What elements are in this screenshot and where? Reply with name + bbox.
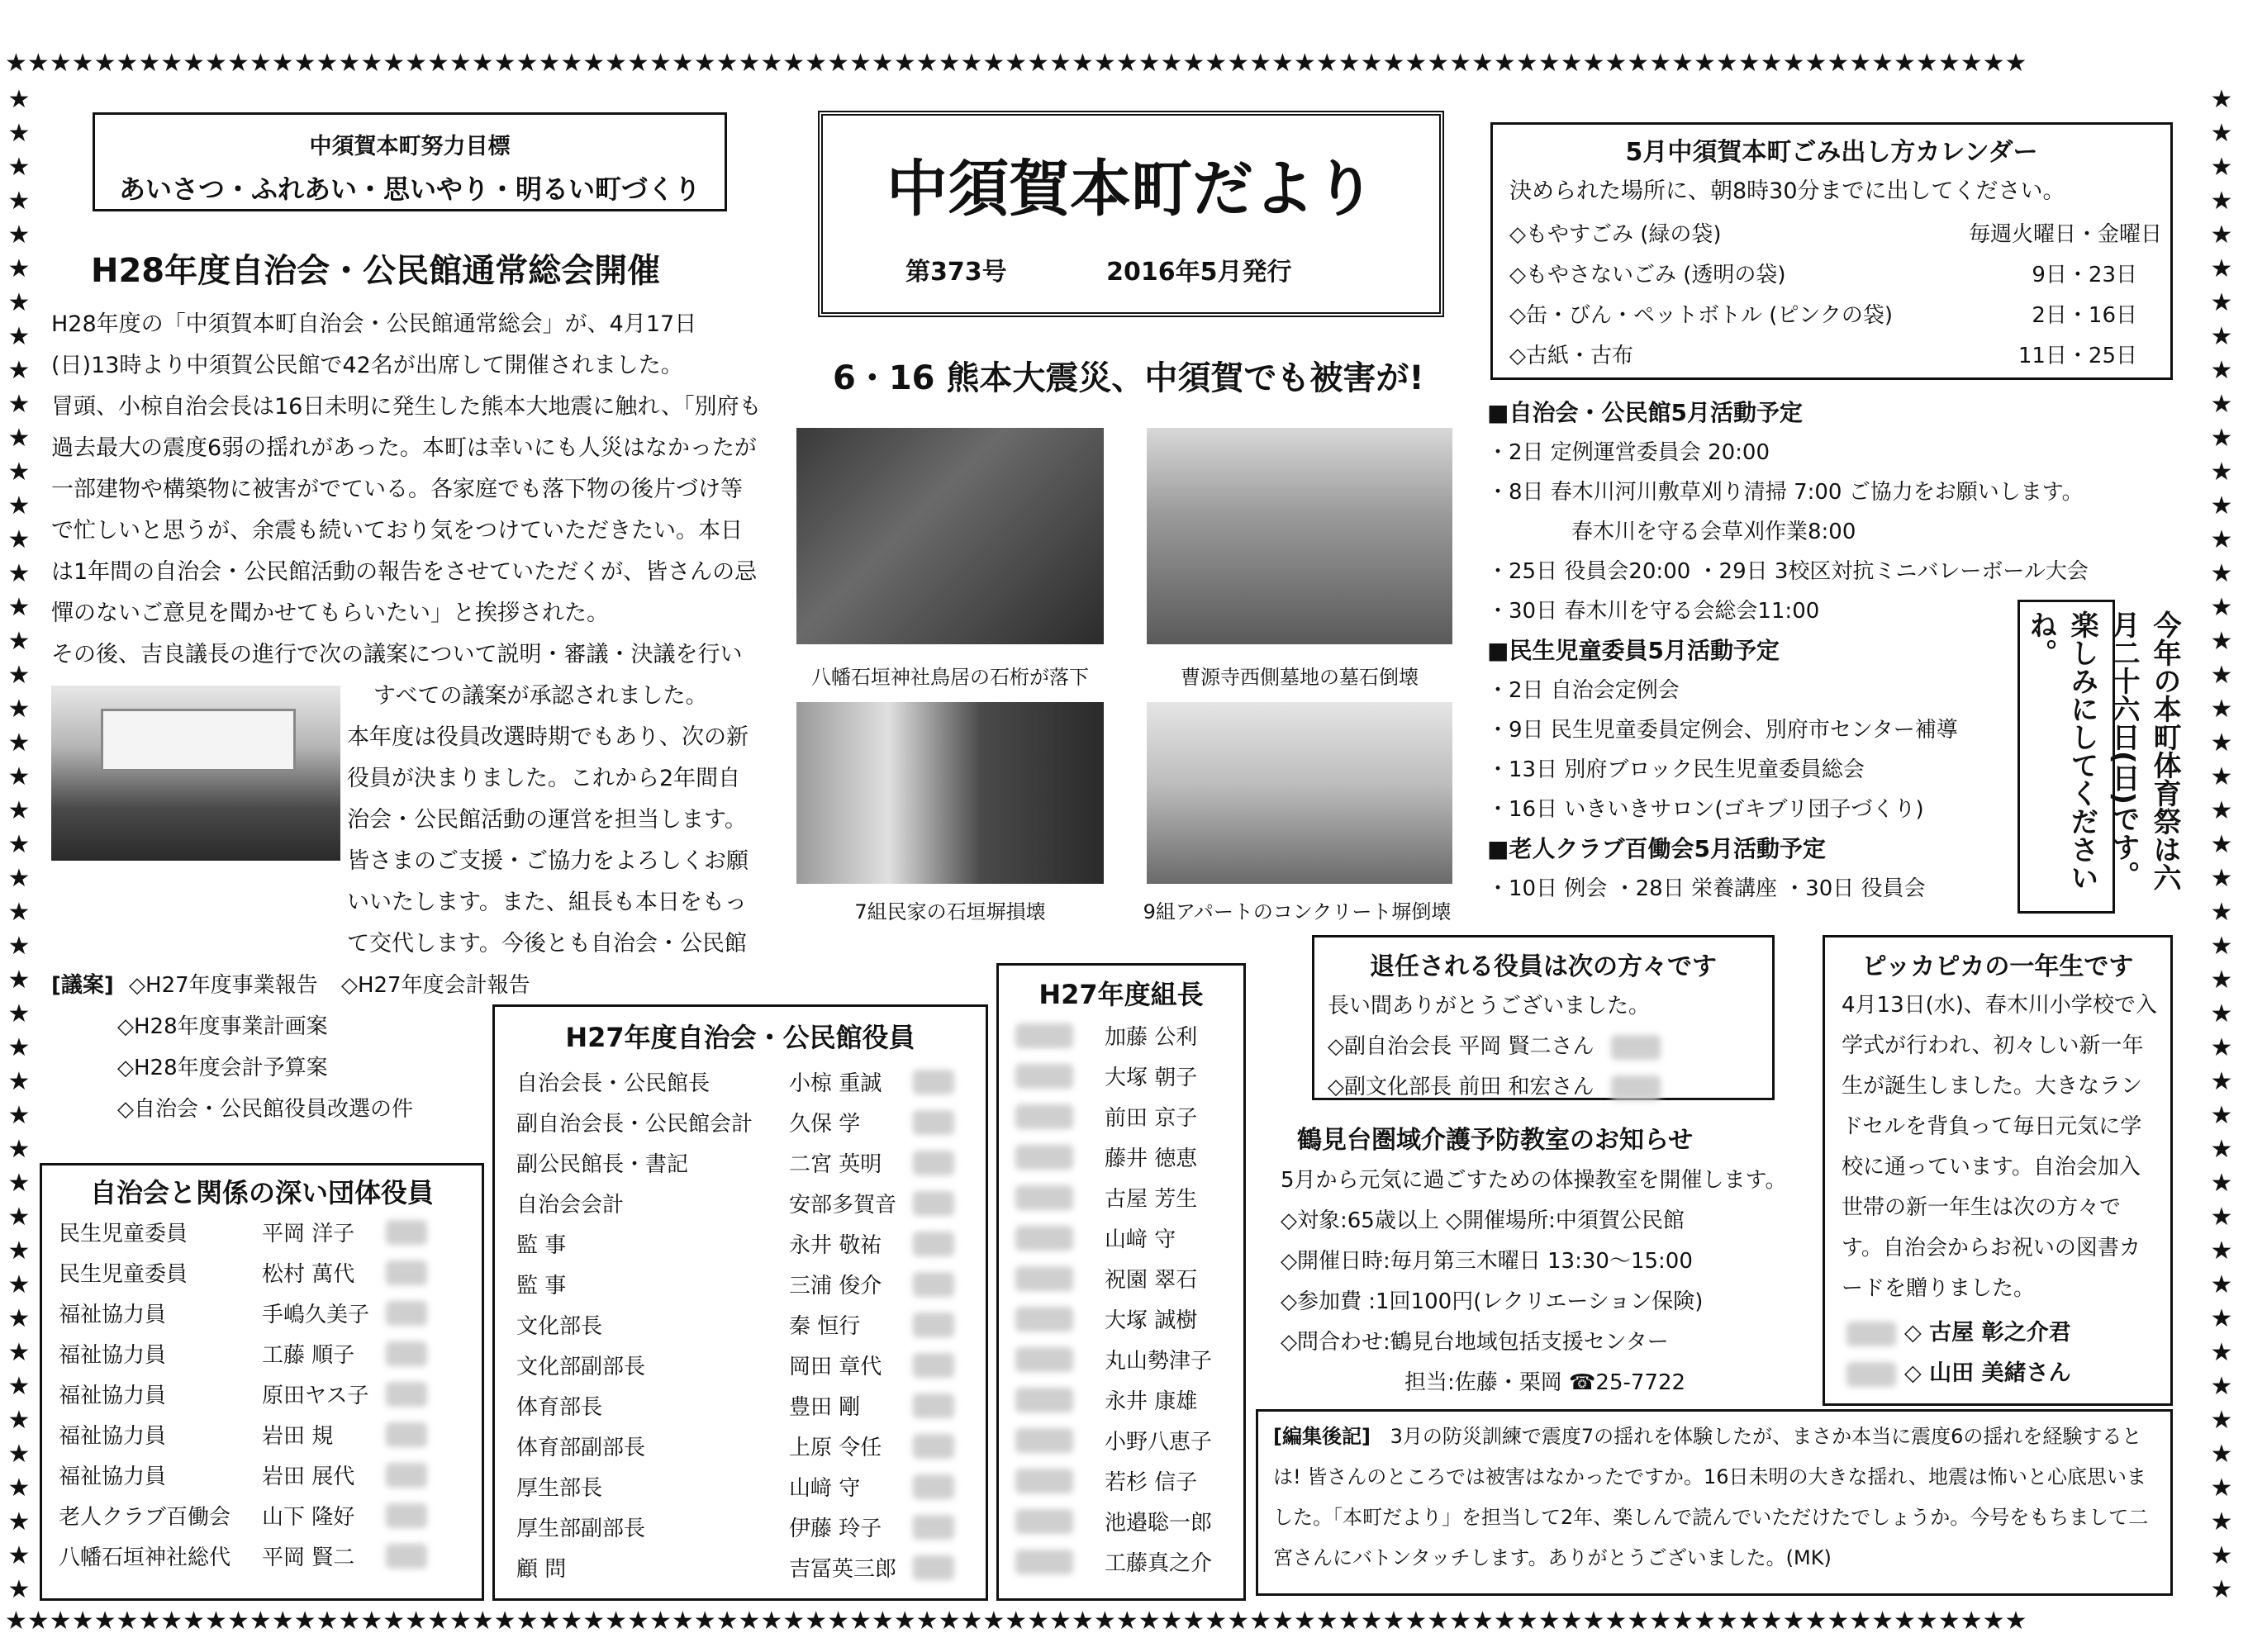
- group-row: 福祉協力員 岩田 展代: [59, 1455, 482, 1495]
- officer-row: 体育部長 豊田 剛: [516, 1385, 986, 1426]
- sports-day-text: 今年の本町体育祭は六月二十六日(日)です。楽しみにしてくださいね。: [2024, 610, 2181, 891]
- officer-row: 文化部長 秦 恒行: [516, 1304, 986, 1345]
- leader-row: 工藤真之介: [1015, 1541, 1243, 1582]
- leader-row: 若杉 信子: [1015, 1460, 1243, 1501]
- care-line: ◇開催日時:毎月第三木曜日 13:30～15:00: [1281, 1249, 1693, 1274]
- care-line: 担当:佐藤・栗岡 ☎25-7722: [1404, 1370, 1686, 1395]
- meeting-para1: H28年度の「中須賀本町自治会・公民館通常総会」が、4月17日(日)13時より中須賀公民館で42名が出席して開催されました。: [51, 311, 697, 378]
- garbage-note: 決められた場所に、朝8時30分までに出してください。: [1509, 178, 2065, 204]
- officer-row: 自治会会計 安部多賀音: [516, 1183, 986, 1223]
- leader-row: 大塚 朝子: [1015, 1056, 1243, 1096]
- meeting-para4a: すべての議案が承認されました。: [373, 683, 708, 709]
- schedule-item: ・8日 春木川河川敷草刈り清掃 7:00 ご協力をお願いします。: [1487, 480, 2084, 505]
- leader-row: 永井 康雄: [1015, 1379, 1243, 1420]
- quake-caption: 八幡石垣神社鳥居の石桁が落下: [811, 666, 1089, 689]
- issue-line: [905, 251, 1291, 287]
- schedule-item: ・2日 定例運営委員会 20:00: [1487, 440, 1770, 465]
- star-border-bottom: ★★★★★★★★★★★★★★★★★★★★★★★★★★★★★★★★★★★★★★★★★★★★★★★★★★★★★★★★★★★★★★★★★★★★★★★★★★★★★★★★★★★★★★★★★★★: [5, 1609, 2027, 1635]
- leader-row: 古屋 芳生: [1015, 1177, 1243, 1218]
- officer-row: 体育部副部長 上原 令任: [516, 1426, 986, 1466]
- garbage-row: ◇缶・びん・ペットボトル (ピンクの袋) 2日・16日: [1509, 303, 2137, 328]
- leader-row: 山﨑 守: [1015, 1218, 1243, 1258]
- leader-row: 前田 京子: [1015, 1096, 1243, 1137]
- leader-row: 祝園 翠石: [1015, 1258, 1243, 1298]
- garbage-row: ◇古紙・古布 11日・25日: [1509, 344, 2137, 368]
- group-row: 福祉協力員 工藤 順子: [59, 1333, 482, 1374]
- garbage-row: ◇もやすごみ (緑の袋) 毎週火曜日・金曜日: [1509, 222, 2162, 247]
- editor-label: [編集後記]: [1273, 1425, 1371, 1448]
- quake-photo-torii: [796, 428, 1104, 644]
- issue-date: 2016年5月発行: [1106, 258, 1292, 287]
- care-line: ◇問合わせ:鶴見台地域包括支援センター: [1281, 1330, 1669, 1355]
- officer-row: 自治会長・公民館長 小椋 重誠: [516, 1061, 986, 1102]
- groups-title: 自治会と関係の深い団体役員: [89, 1177, 434, 1208]
- meeting-para2: 冒頭、小椋自治会長は16日未明に発生した熊本大地震に触れ、「別府も過去最大の震度6弱の揺れがあった。本町は幸いにも人災はなかったが一部建物や構築物に被害がでている。各家庭でも落下物の後片づけ等で忙しいと思うが、余震も続いており気をつけていただきたい。本日は1年間の自治会・公民館活動の報告をさせていただくが、皆さんの忌憚のないご意見を聞かせてもらいたい」と挨拶された。: [51, 394, 762, 626]
- officer-row: 顧 問 吉冨英三郎: [516, 1547, 986, 1588]
- officers-title: H27年度自治会・公民館役員: [565, 1022, 915, 1053]
- retire-thanks: 長い間ありがとうございました。: [1328, 994, 1651, 1018]
- leader-row: 池邉聡一郎: [1015, 1501, 1243, 1541]
- garbage-calendar: [1490, 122, 2173, 380]
- firstgrade-kid: ◇ 古屋 彰之介君: [1846, 1314, 2170, 1346]
- officer-row: 監 事 三浦 俊介: [516, 1264, 986, 1304]
- care-class: [1281, 1120, 1793, 1403]
- minsei-schedule-title: ■民生児童委員5月活動予定: [1487, 637, 1780, 664]
- issue-number: 第373号: [905, 258, 1007, 287]
- retire-row: ◇副文化部長 前田 和宏さん: [1328, 1070, 1772, 1100]
- quake-title: 6・16 熊本大震災、中須賀でも被害が!: [833, 359, 1424, 397]
- quake-caption: 9組アパートのコンクリート塀倒壊: [1143, 900, 1452, 923]
- firstgrade-title: ピッカピカの一年生です: [1861, 952, 2134, 981]
- agenda-item: ◇H27年度事業報告: [129, 973, 318, 998]
- officer-row: 副公民館長・書記 二宮 英明: [516, 1142, 986, 1183]
- group-row: 八幡石垣神社総代 平岡 賢二: [59, 1536, 482, 1576]
- masthead: [818, 111, 1444, 317]
- officer-row: 厚生部副部長 伊藤 玲子: [516, 1507, 986, 1547]
- care-title: 鶴見台圏域介護予防教室のお知らせ: [1297, 1126, 1694, 1155]
- quake-caption: 7組民家の石垣塀損壊: [854, 900, 1046, 923]
- quake-photo-apartment: [1147, 702, 1452, 884]
- group-row: 民生児童委員 松村 萬代: [59, 1252, 482, 1293]
- schedule-item: ・10日 例会 ・28日 栄養講座 ・30日 役員会: [1487, 876, 1926, 901]
- meeting-title: H28年度自治会・公民館通常総会開催: [91, 252, 661, 290]
- editor-text: [1273, 1417, 2155, 1578]
- retire-title: 退任される役員は次の方々です: [1370, 952, 1717, 981]
- schedule: [1487, 393, 2089, 909]
- star-border-right: ★★★★★★★★★★★★★★★★★★★★★★★★★★★★★★★★★★★★★★★★★★★★★: [2210, 85, 2233, 1604]
- goal-box: [93, 112, 727, 211]
- schedule-item: ・16日 いきいきサロン(ゴキブリ団子づくり): [1487, 797, 1924, 822]
- retire-row: ◇副自治会長 平岡 賢二さん: [1328, 1029, 1772, 1060]
- leaders-title: H27年度組長: [1038, 979, 1204, 1010]
- star-border-left: ★★★★★★★★★★★★★★★★★★★★★★★★★★★★★★★★★★★★★★★★★★★★★: [7, 85, 31, 1604]
- agenda-label: [議案]: [51, 973, 114, 998]
- agenda-item: ◇H28年度事業計画案: [117, 1014, 328, 1039]
- agenda-item: ◇H28年度会計予算案: [117, 1056, 328, 1080]
- goal-text: あいさつ・ふれあい・思いやり・明るい町づくり: [118, 173, 701, 205]
- schedule-item: ・25日 役員会20:00 ・29日 3校区対抗ミニバレーボール大会: [1487, 559, 2089, 584]
- officers-table: [492, 1004, 988, 1601]
- agenda-item: ◇自治会・公民館役員改選の件: [117, 1097, 413, 1122]
- quake-photo-wall: [796, 702, 1104, 884]
- group-row: 老人クラブ百働会 山下 隆好: [59, 1495, 482, 1536]
- sports-day-notice: [2017, 600, 2181, 914]
- groups-table: [40, 1163, 484, 1601]
- schedule-item: ・9日 民生児童委員定例会、別府市センター補導: [1487, 718, 1958, 743]
- care-line: ◇対象:65歳以上 ◇開催場所:中須賀公民館: [1281, 1208, 1685, 1233]
- leader-row: 丸山勢津子: [1015, 1339, 1243, 1379]
- firstgrade-box: [1823, 935, 2173, 1406]
- page-title: 中須賀本町だより: [886, 154, 1376, 225]
- agenda-item: ◇H27年度会計報告: [340, 973, 530, 998]
- garbage-title: 5月中須賀本町ごみ出し方カレンダー: [1625, 138, 2038, 167]
- leaders-table: [996, 963, 1246, 1601]
- officer-row: 監 事 永井 敬祐: [516, 1223, 986, 1264]
- garbage-row: ◇もやさないごみ (透明の袋) 9日・23日: [1509, 263, 2137, 287]
- editor-body: 3月の防災訓練で震度7の揺れを体験したが、まさか本当に震度6の揺れを経験するとは! 皆さんのところでは被害はなかったですか。16日未明の大きな揺れ、地震は怖いと心底思いました。「本町だより」を担当して2年、楽しんで読んでいただけたでしょうか。今号をもちまして二宮さんにバトンタッチします。ありがとうございました。(MK): [1273, 1425, 2149, 1569]
- schedule-item: ・13日 別府ブロック民生児童委員総会: [1487, 757, 1865, 782]
- jichi-schedule-title: ■自治会・公民館5月活動予定: [1487, 399, 1803, 426]
- retire-box: [1312, 935, 1775, 1100]
- officer-row: 副自治会長・公民館会計 久保 学: [516, 1102, 986, 1142]
- care-line: 5月から元気に過ごすための体操教室を開催します。: [1281, 1168, 1787, 1193]
- meeting-photo: [51, 686, 340, 861]
- schedule-item: ・2日 自治会定例会: [1487, 678, 1680, 703]
- group-row: 民生児童委員 平岡 洋子: [59, 1212, 482, 1252]
- star-border-top: ★★★★★★★★★★★★★★★★★★★★★★★★★★★★★★★★★★★★★★★★★★★★★★★★★★★★★★★★★★★★★★★★★★★★★★★★★★★★★★★★★★★★★★★★★★★: [5, 51, 2027, 78]
- officer-row: 文化部副部長 岡田 章代: [516, 1345, 986, 1385]
- rojin-schedule-title: ■老人クラブ百働会5月活動予定: [1487, 835, 1826, 862]
- group-row: 福祉協力員 岩田 規: [59, 1414, 482, 1455]
- meeting-para4b: 本年度は役員改選時期でもあり、次の新役員が決まりました。これから2年間自治会・公民館活動の運営を担当します。皆さまのご支援・ご協力をよろしくお願いいたします。また、組長も本日をもって交代します。今後とも自治会・公民館: [347, 724, 749, 957]
- leader-row: 大塚 誠樹: [1015, 1298, 1243, 1339]
- quake-photo-graves: [1147, 428, 1452, 644]
- care-line: ◇参加費 :1回100円(レクリエーション保険): [1281, 1289, 1704, 1314]
- schedule-item: ・30日 春木川を守る会総会11:00: [1487, 599, 1820, 624]
- goal-label: 中須賀本町努力目標: [309, 134, 511, 159]
- firstgrade-text: 4月13日(水)、春木川小学校で入学式が行われ、初々しい新一年生が誕生しました。大きなランドセルを背負って毎日元気に学校に通っています。自治会加入世帯の新一年生は次の方々です。自治会からお祝いの図書カードを贈りました。: [1842, 993, 2157, 1301]
- officer-row: 厚生部長 山﨑 守: [516, 1466, 986, 1507]
- firstgrade-kid: ◇ 山田 美緒さん: [1846, 1355, 2170, 1387]
- group-row: 福祉協力員 手嶋久美子: [59, 1293, 482, 1333]
- schedule-item: 春木川を守る会草刈作業8:00: [1571, 520, 1856, 544]
- meeting-para3: その後、吉良議長の進行で次の議案について説明・審議・決議を行い: [51, 642, 743, 667]
- leader-row: 藤井 徳恵: [1015, 1137, 1243, 1177]
- leader-row: 加藤 公利: [1015, 1015, 1243, 1056]
- leader-row: 小野八恵子: [1015, 1420, 1243, 1460]
- quake-caption: 曹源寺西側墓地の墓石倒壊: [1181, 666, 1419, 689]
- editor-note: [1256, 1409, 2173, 1596]
- group-row: 福祉協力員 原田ヤス子: [59, 1374, 482, 1414]
